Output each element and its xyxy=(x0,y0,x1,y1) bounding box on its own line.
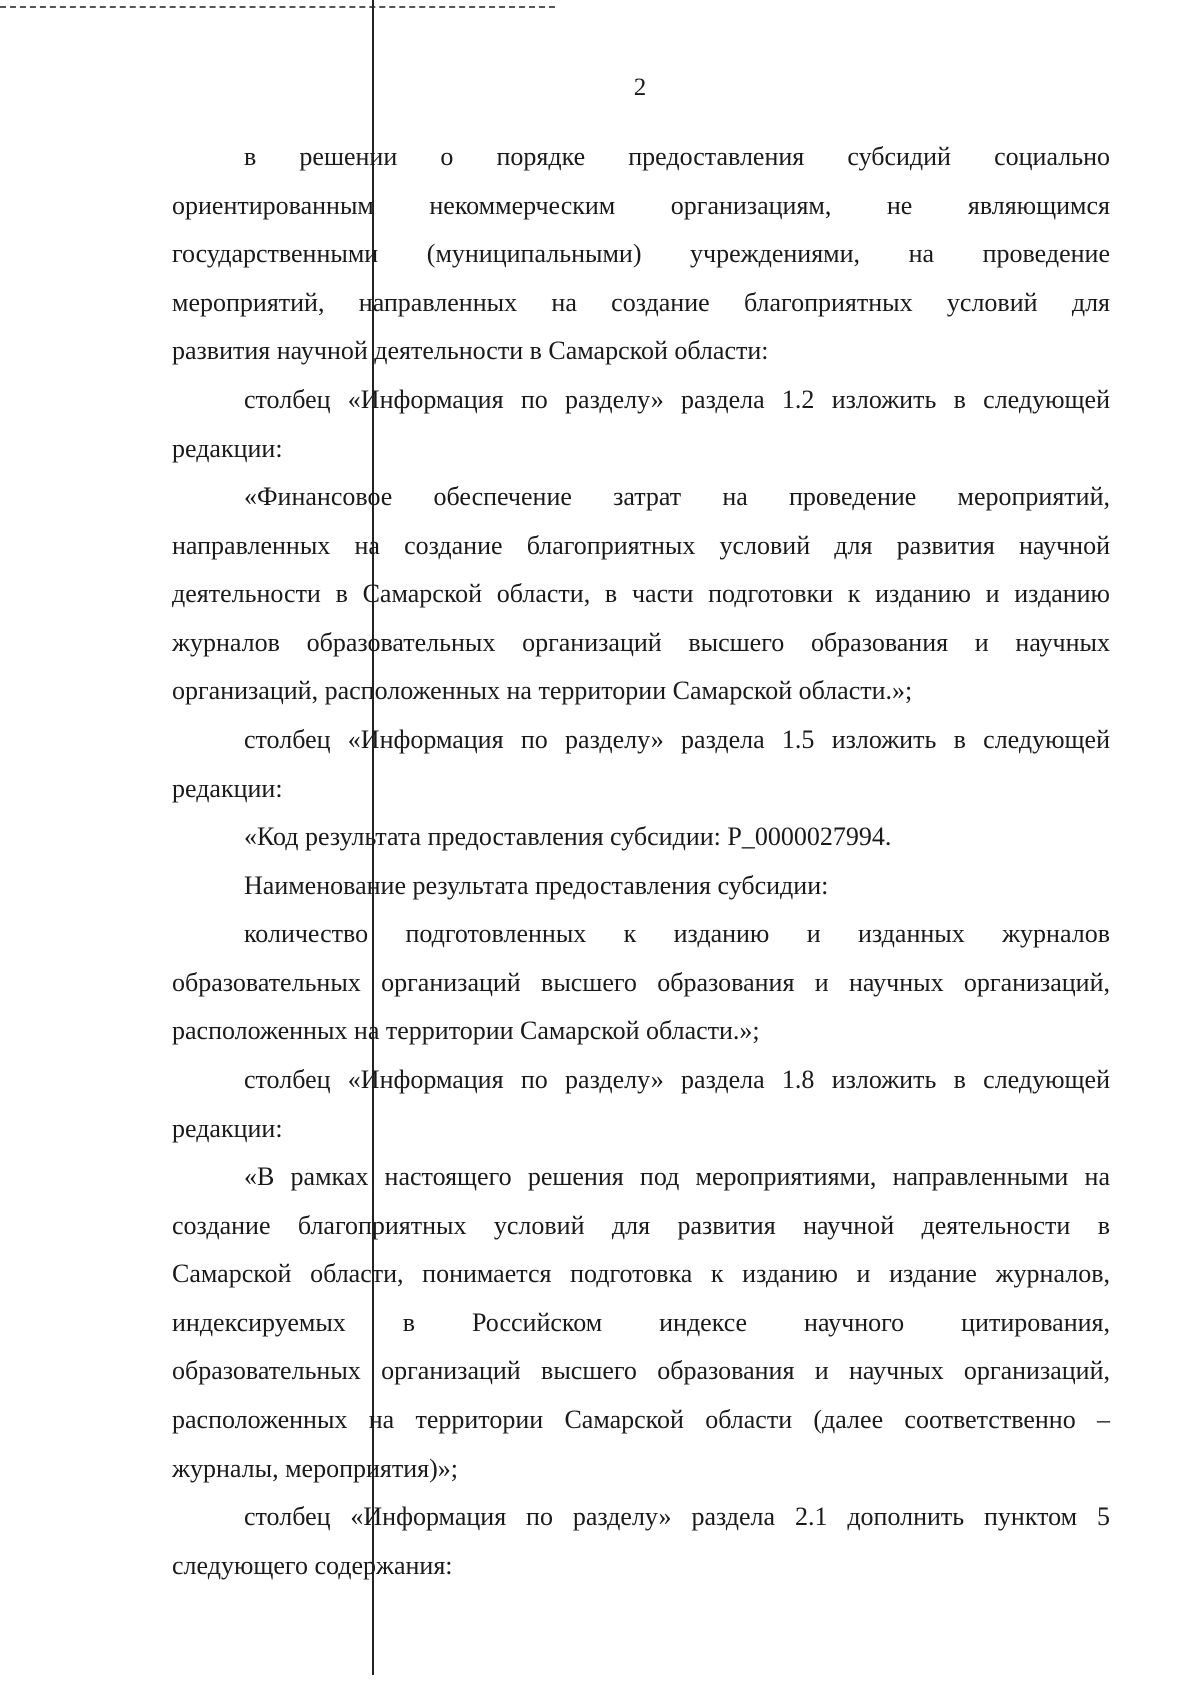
text-line: количество подготовленных к изданию и изданных журналов xyxy=(244,919,1110,948)
text-line: столбец «Информация по разделу» раздела 2.1 дополнить пунктом 5 xyxy=(244,1502,1110,1531)
text-line: ориентированным некоммерческим организациям, не являющимся xyxy=(172,190,1110,220)
text-line: журналы, мероприятия)»; xyxy=(172,1453,458,1483)
paragraph-journal-count xyxy=(172,910,1110,1056)
text-line: мероприятий, направленных на создание благоприятных условий для xyxy=(172,287,1110,317)
paragraph-measures-definition xyxy=(172,1153,1110,1493)
text-line: деятельности в Самарской области, в части подготовки к изданию и изданию xyxy=(172,579,1110,609)
paragraph-section-1-8 xyxy=(172,1056,1110,1153)
text-line: расположенных на территории Самарской области (далее соответственно – xyxy=(172,1404,1110,1434)
text-line: редакции: xyxy=(172,773,283,803)
paragraph-section-1-5 xyxy=(172,716,1110,813)
text-line: направленных на создание благоприятных условий для развития научной xyxy=(172,530,1110,560)
text-line: Наименование результата предоставления субсидии: xyxy=(244,871,829,900)
text-line: расположенных на территории Самарской области.»; xyxy=(172,1016,760,1046)
scan-edge-dashes xyxy=(0,6,555,8)
page-number: 2 xyxy=(633,74,647,101)
text-line: «В рамках настоящего решения под мероприятиями, направленными на xyxy=(244,1162,1110,1191)
text-line: столбец «Информация по разделу» раздела 1.8 изложить в следующей xyxy=(244,1065,1110,1094)
text-line: «Код результата предоставления субсидии: P_0000027994. xyxy=(244,822,892,851)
text-line: индексируемых в Российском индексе научного цитирования, xyxy=(172,1307,1110,1337)
paragraph-section-1-2 xyxy=(172,376,1110,473)
paragraph-result-code xyxy=(172,813,1110,862)
text-line: редакции: xyxy=(172,1113,283,1143)
text-line: в решении о порядке предоставления субсидий социально xyxy=(244,142,1110,171)
paragraph-section-2-1 xyxy=(172,1493,1110,1590)
text-line: организаций, расположенных на территории Самарской области.»; xyxy=(172,676,913,706)
text-line: создание благоприятных условий для развития научной деятельности в xyxy=(172,1210,1110,1240)
text-line: образовательных организаций высшего образования и научных организаций, xyxy=(172,967,1110,997)
text-line: столбец «Информация по разделу» раздела 1.2 изложить в следующей xyxy=(244,385,1110,414)
paragraph-financing xyxy=(172,473,1110,716)
text-line: «Финансовое обеспечение затрат на проведение мероприятий, xyxy=(244,482,1110,511)
text-line: образовательных организаций высшего образования и научных организаций, xyxy=(172,1356,1110,1386)
text-line: журналов образовательных организаций высшего образования и научных xyxy=(172,627,1110,657)
text-line: Самарской области, понимается подготовка к изданию и издание журналов, xyxy=(172,1259,1110,1289)
paragraph-decision-intro xyxy=(172,133,1110,376)
text-line: редакции: xyxy=(172,433,283,463)
text-line: государственными (муниципальными) учреждениями, на проведение xyxy=(172,239,1110,269)
paragraph-result-name xyxy=(172,862,1110,911)
text-line: столбец «Информация по разделу» раздела 1.5 изложить в следующей xyxy=(244,725,1110,754)
text-line: развития научной деятельности в Самарской области: xyxy=(172,336,769,366)
text-line: следующего содержания: xyxy=(172,1550,453,1580)
